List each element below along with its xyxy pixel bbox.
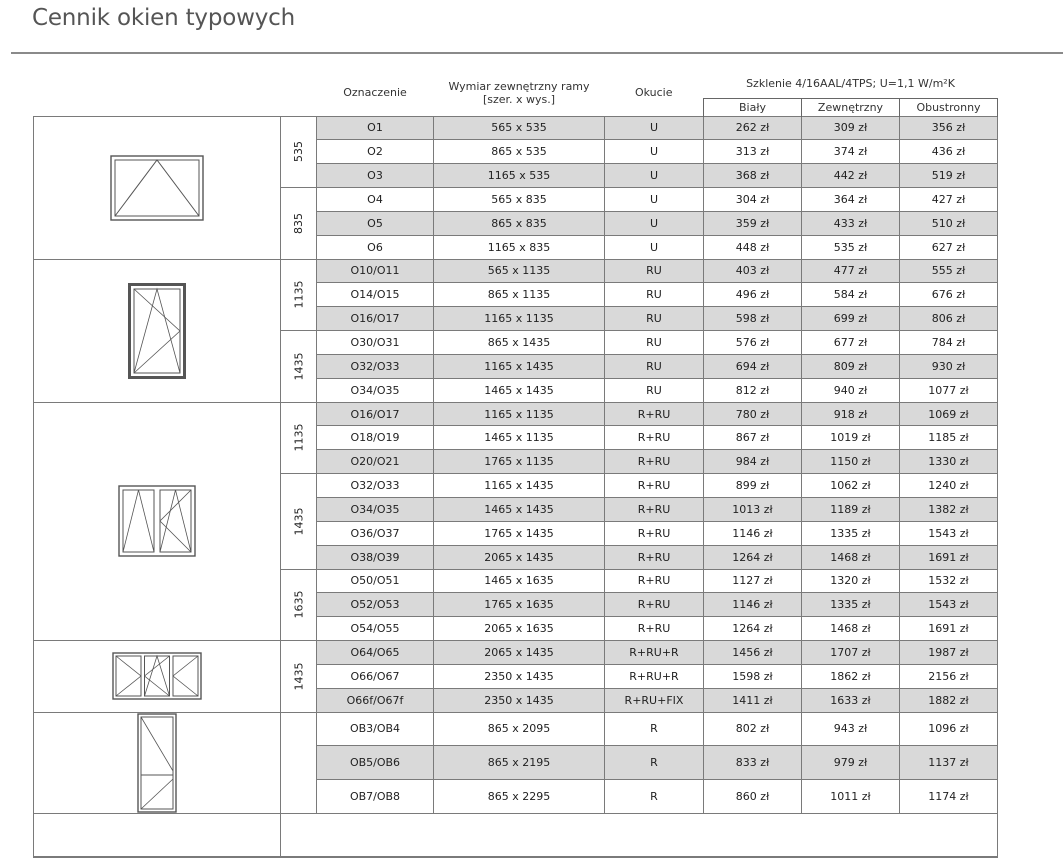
- price-outside-cell: 1189 zł: [802, 498, 900, 522]
- hardware-cell: R+RU: [605, 402, 704, 426]
- price-both-cell: 1691 zł: [900, 545, 998, 569]
- price-outside-cell: 1019 zł: [802, 426, 900, 450]
- header-height-spacer: [281, 70, 317, 116]
- price-both-cell: 510 zł: [900, 211, 998, 235]
- dimension-cell: 1765 x 1435: [434, 521, 605, 545]
- code-cell: O4: [317, 188, 434, 212]
- dimension-cell: 1165 x 1135: [434, 307, 605, 331]
- header-wymiar: Wymiar zewnętrzny ramy [szer. x wys.]: [448, 79, 590, 106]
- dimension-cell: 865 x 835: [434, 211, 605, 235]
- title-divider: [11, 52, 1063, 54]
- price-outside-cell: 940 zł: [802, 378, 900, 402]
- empty-cell: [281, 813, 998, 857]
- code-cell: O16/O17: [317, 307, 434, 331]
- hardware-cell: R: [605, 746, 704, 780]
- price-white-cell: 1013 zł: [704, 498, 802, 522]
- height-label: 1435: [292, 662, 305, 691]
- code-cell: O30/O31: [317, 331, 434, 355]
- price-white-cell: 304 zł: [704, 188, 802, 212]
- code-cell: O3: [317, 164, 434, 188]
- price-white-cell: 833 zł: [704, 746, 802, 780]
- price-outside-cell: 809 zł: [802, 354, 900, 378]
- table-row: [34, 641, 998, 665]
- empty-row: [34, 813, 998, 857]
- code-cell: O52/O53: [317, 593, 434, 617]
- price-both-cell: 519 zł: [900, 164, 998, 188]
- code-cell: OB3/OB4: [317, 712, 434, 746]
- height-label-cell: [281, 331, 317, 403]
- price-table-body: [34, 116, 998, 857]
- window-image-cell: [34, 402, 281, 640]
- code-cell: O36/O37: [317, 521, 434, 545]
- dimension-cell: 1465 x 1135: [434, 426, 605, 450]
- code-cell: O64/O65: [317, 641, 434, 665]
- hardware-cell: RU: [605, 259, 704, 283]
- price-outside-cell: 1862 zł: [802, 664, 900, 688]
- hardware-cell: U: [605, 235, 704, 259]
- window-image-cell: [34, 712, 281, 813]
- table-row: [34, 259, 998, 283]
- height-label: 1435: [292, 507, 305, 536]
- hardware-cell: R+RU: [605, 593, 704, 617]
- hardware-cell: R+RU: [605, 450, 704, 474]
- hardware-cell: R+RU+R: [605, 641, 704, 665]
- header-zewnetrzny: Zewnętrzny: [802, 98, 900, 116]
- dimension-cell: 865 x 2095: [434, 712, 605, 746]
- price-outside-cell: 918 zł: [802, 402, 900, 426]
- price-outside-cell: 535 zł: [802, 235, 900, 259]
- dimension-cell: 2350 x 1435: [434, 664, 605, 688]
- height-label: 835: [292, 212, 305, 234]
- code-cell: O32/O33: [317, 354, 434, 378]
- code-cell: O32/O33: [317, 474, 434, 498]
- code-cell: O54/O55: [317, 617, 434, 641]
- code-cell: O34/O35: [317, 498, 434, 522]
- code-cell: O50/O51: [317, 569, 434, 593]
- dimension-cell: 2350 x 1435: [434, 688, 605, 712]
- hardware-cell: R+RU+R: [605, 664, 704, 688]
- price-outside-cell: 309 zł: [802, 116, 900, 140]
- height-label-cell: [281, 569, 317, 641]
- price-white-cell: 262 zł: [704, 116, 802, 140]
- header-oznaczenie: Oznaczenie: [343, 86, 407, 100]
- height-label-cell: [281, 402, 317, 474]
- code-cell: O38/O39: [317, 545, 434, 569]
- hardware-cell: RU: [605, 307, 704, 331]
- height-label-cell: [281, 116, 317, 188]
- code-cell: O6: [317, 235, 434, 259]
- hardware-cell: U: [605, 211, 704, 235]
- price-white-cell: 598 zł: [704, 307, 802, 331]
- price-both-cell: 1691 zł: [900, 617, 998, 641]
- price-white-cell: 984 zł: [704, 450, 802, 474]
- price-outside-cell: 1468 zł: [802, 545, 900, 569]
- price-white-cell: 1598 zł: [704, 664, 802, 688]
- price-white-cell: 867 zł: [704, 426, 802, 450]
- height-label: 1135: [292, 423, 305, 452]
- dimension-cell: 865 x 1435: [434, 331, 605, 355]
- price-outside-cell: 1011 zł: [802, 779, 900, 813]
- price-white-cell: 1146 zł: [704, 593, 802, 617]
- code-cell: O1: [317, 116, 434, 140]
- price-white-cell: 1411 zł: [704, 688, 802, 712]
- price-white-cell: 1146 zł: [704, 521, 802, 545]
- dimension-cell: 2065 x 1435: [434, 545, 605, 569]
- dimension-cell: 1465 x 1635: [434, 569, 605, 593]
- hardware-cell: RU: [605, 283, 704, 307]
- hardware-cell: R+RU+FIX: [605, 688, 704, 712]
- dimension-cell: 2065 x 1635: [434, 617, 605, 641]
- dimension-cell: 865 x 535: [434, 140, 605, 164]
- price-outside-cell: 584 zł: [802, 283, 900, 307]
- window-image-cell: [34, 116, 281, 259]
- price-both-cell: 1987 zł: [900, 641, 998, 665]
- price-both-cell: 1137 zł: [900, 746, 998, 780]
- header-okucie: Okucie: [634, 86, 673, 100]
- dimension-cell: 865 x 2295: [434, 779, 605, 813]
- price-white-cell: 403 zł: [704, 259, 802, 283]
- height-label: 1435: [292, 352, 305, 381]
- price-white-cell: 812 zł: [704, 378, 802, 402]
- dimension-cell: 1465 x 1435: [434, 378, 605, 402]
- price-both-cell: 1543 zł: [900, 521, 998, 545]
- dimension-cell: 1165 x 535: [434, 164, 605, 188]
- price-white-cell: 1456 zł: [704, 641, 802, 665]
- dimension-cell: 1765 x 1135: [434, 450, 605, 474]
- table-row: [34, 712, 998, 746]
- dimension-cell: 865 x 2195: [434, 746, 605, 780]
- price-outside-cell: 1150 zł: [802, 450, 900, 474]
- price-both-cell: 427 zł: [900, 188, 998, 212]
- price-white-cell: 1264 zł: [704, 617, 802, 641]
- price-both-cell: 1330 zł: [900, 450, 998, 474]
- price-white-cell: 1127 zł: [704, 569, 802, 593]
- window-image-cell: [34, 641, 281, 713]
- price-outside-cell: 374 zł: [802, 140, 900, 164]
- price-white-cell: 860 zł: [704, 779, 802, 813]
- price-both-cell: 436 zł: [900, 140, 998, 164]
- dimension-cell: 1465 x 1435: [434, 498, 605, 522]
- hardware-cell: R+RU: [605, 617, 704, 641]
- price-both-cell: 1069 zł: [900, 402, 998, 426]
- code-cell: O14/O15: [317, 283, 434, 307]
- header-image-spacer: [34, 70, 281, 116]
- code-cell: O10/O11: [317, 259, 434, 283]
- hardware-cell: U: [605, 164, 704, 188]
- price-white-cell: 448 zł: [704, 235, 802, 259]
- price-both-cell: 1882 zł: [900, 688, 998, 712]
- hardware-cell: U: [605, 140, 704, 164]
- price-outside-cell: 677 zł: [802, 331, 900, 355]
- header-obustronny: Obustronny: [900, 98, 998, 116]
- empty-image-cell: [34, 813, 281, 857]
- tilt-turn-tall-window-icon: [34, 283, 280, 379]
- price-white-cell: 313 zł: [704, 140, 802, 164]
- triple-sash-window-icon: [34, 652, 280, 700]
- code-cell: OB5/OB6: [317, 746, 434, 780]
- tilt-turn-single-window-icon: [34, 155, 280, 221]
- hardware-cell: R+RU: [605, 498, 704, 522]
- price-white-cell: 496 zł: [704, 283, 802, 307]
- code-cell: O2: [317, 140, 434, 164]
- header-bialy: Biały: [704, 98, 802, 116]
- price-white-cell: 576 zł: [704, 331, 802, 355]
- hardware-cell: RU: [605, 331, 704, 355]
- hardware-cell: R+RU: [605, 545, 704, 569]
- price-outside-cell: 1320 zł: [802, 569, 900, 593]
- height-label-cell: [281, 259, 317, 331]
- code-cell: O66f/O67f: [317, 688, 434, 712]
- price-outside-cell: 1468 zł: [802, 617, 900, 641]
- price-both-cell: 2156 zł: [900, 664, 998, 688]
- price-white-cell: 1264 zł: [704, 545, 802, 569]
- dimension-cell: 565 x 1135: [434, 259, 605, 283]
- hardware-cell: R+RU: [605, 521, 704, 545]
- price-both-cell: 555 zł: [900, 259, 998, 283]
- price-outside-cell: 943 zł: [802, 712, 900, 746]
- code-cell: O66/O67: [317, 664, 434, 688]
- hardware-cell: R+RU: [605, 426, 704, 450]
- price-outside-cell: 477 zł: [802, 259, 900, 283]
- dimension-cell: 1165 x 1435: [434, 354, 605, 378]
- dimension-cell: 1165 x 1435: [434, 474, 605, 498]
- dimension-cell: 1165 x 835: [434, 235, 605, 259]
- height-label: 535: [292, 141, 305, 163]
- price-both-cell: 1382 zł: [900, 498, 998, 522]
- hardware-cell: RU: [605, 378, 704, 402]
- price-both-cell: 1096 zł: [900, 712, 998, 746]
- code-cell: O5: [317, 211, 434, 235]
- price-both-cell: 784 zł: [900, 331, 998, 355]
- hardware-cell: R: [605, 712, 704, 746]
- price-white-cell: 780 zł: [704, 402, 802, 426]
- page-title: Cennik okien typowych: [32, 5, 295, 31]
- height-label: 1135: [292, 280, 305, 309]
- code-cell: OB7/OB8: [317, 779, 434, 813]
- dimension-cell: 1165 x 1135: [434, 402, 605, 426]
- window-image-cell: [34, 259, 281, 402]
- price-both-cell: 676 zł: [900, 283, 998, 307]
- header-szklenie: Szklenie 4/16AAL/4TPS; U=1,1 W/m²K: [746, 77, 955, 91]
- price-both-cell: 1240 zł: [900, 474, 998, 498]
- hardware-cell: R+RU: [605, 474, 704, 498]
- dimension-cell: 1765 x 1635: [434, 593, 605, 617]
- price-both-cell: 930 zł: [900, 354, 998, 378]
- price-outside-cell: 364 zł: [802, 188, 900, 212]
- height-label-cell: [281, 641, 317, 713]
- dimension-cell: 2065 x 1435: [434, 641, 605, 665]
- price-white-cell: 802 zł: [704, 712, 802, 746]
- dimension-cell: 865 x 1135: [434, 283, 605, 307]
- table-row: [34, 116, 998, 140]
- hardware-cell: R+RU: [605, 569, 704, 593]
- hardware-cell: RU: [605, 354, 704, 378]
- code-cell: O16/O17: [317, 402, 434, 426]
- price-outside-cell: 1335 zł: [802, 593, 900, 617]
- price-both-cell: 627 zł: [900, 235, 998, 259]
- table-row: [34, 402, 998, 426]
- price-white-cell: 899 zł: [704, 474, 802, 498]
- code-cell: O18/O19: [317, 426, 434, 450]
- dimension-cell: 565 x 835: [434, 188, 605, 212]
- price-both-cell: 1532 zł: [900, 569, 998, 593]
- price-both-cell: 1077 zł: [900, 378, 998, 402]
- height-label-cell: [281, 474, 317, 569]
- hardware-cell: U: [605, 116, 704, 140]
- code-cell: O20/O21: [317, 450, 434, 474]
- price-both-cell: 356 zł: [900, 116, 998, 140]
- hardware-cell: R: [605, 779, 704, 813]
- code-cell: O34/O35: [317, 378, 434, 402]
- hardware-cell: U: [605, 188, 704, 212]
- price-outside-cell: 442 zł: [802, 164, 900, 188]
- height-label-cell: [281, 188, 317, 260]
- price-outside-cell: 1335 zł: [802, 521, 900, 545]
- price-both-cell: 806 zł: [900, 307, 998, 331]
- height-label-cell: [281, 712, 317, 813]
- balcony-door-icon: [34, 713, 280, 813]
- price-white-cell: 694 zł: [704, 354, 802, 378]
- price-both-cell: 1174 zł: [900, 779, 998, 813]
- price-outside-cell: 1062 zł: [802, 474, 900, 498]
- price-outside-cell: 1707 zł: [802, 641, 900, 665]
- height-label: 1635: [292, 590, 305, 619]
- price-table: [33, 70, 998, 858]
- price-both-cell: 1185 zł: [900, 426, 998, 450]
- price-white-cell: 359 zł: [704, 211, 802, 235]
- dimension-cell: 565 x 535: [434, 116, 605, 140]
- price-outside-cell: 699 zł: [802, 307, 900, 331]
- price-white-cell: 368 zł: [704, 164, 802, 188]
- price-both-cell: 1543 zł: [900, 593, 998, 617]
- double-sash-window-icon: [34, 485, 280, 557]
- price-outside-cell: 1633 zł: [802, 688, 900, 712]
- price-outside-cell: 979 zł: [802, 746, 900, 780]
- price-outside-cell: 433 zł: [802, 211, 900, 235]
